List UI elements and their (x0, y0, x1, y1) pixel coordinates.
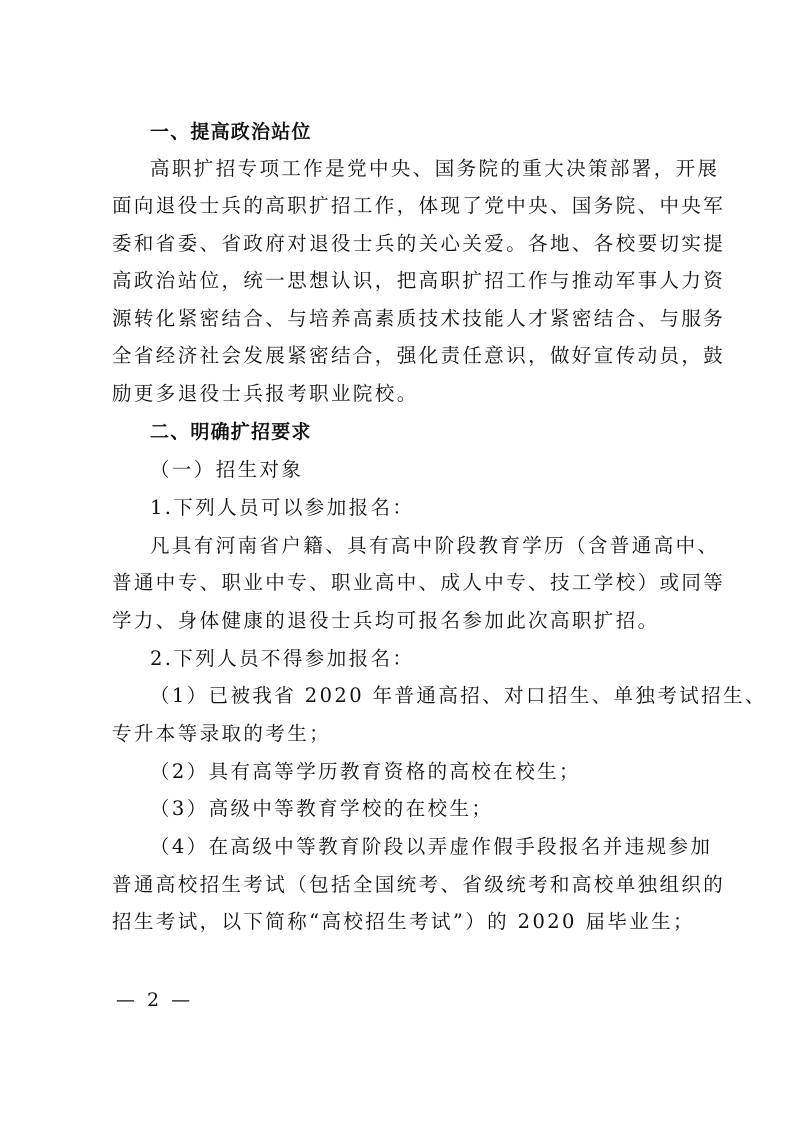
paragraph-line: 高职扩招专项工作是党中央、国务院的重大决策部署，开展 (150, 157, 720, 180)
list-item: 1.下列人员可以参加报名： (150, 496, 415, 519)
list-item: （2）具有高等学历教育资格的高校在校生； (150, 760, 581, 783)
paragraph-line: 委和省委、省政府对退役士兵的关心关爱。各地、各校要切实提 (112, 232, 726, 255)
subsection-heading: （一）招生对象 (150, 458, 304, 481)
paragraph-line: 励更多退役士兵报考职业院校。 (112, 382, 419, 405)
paragraph-line: 源转化紧密结合、与培养高素质技术技能人才紧密结合、与服务 (112, 307, 726, 330)
paragraph-line: 学力、身体健康的退役士兵均可报名参加此次高职扩招。 (112, 609, 660, 632)
list-item: （4）在高级中等教育阶段以弄虚作假手段报名并违规参加 (150, 835, 713, 858)
list-item: 2.下列人员不得参加报名： (150, 647, 415, 670)
paragraph-line: 普通高校招生考试（包括全国统考、省级统考和高校单独组织的 (112, 873, 726, 896)
paragraph-line: 招生考试，以下简称“高校招生考试”）的 2020 届毕业生； (112, 910, 695, 933)
page-number: — 2 — (116, 989, 194, 1011)
list-item: （3）高级中等教育学校的在校生； (150, 797, 494, 820)
paragraph-line: 普通中专、职业中专、职业高中、成人中专、技工学校）或同等 (112, 571, 726, 594)
paragraph-line: 专升本等录取的考生； (112, 722, 332, 745)
list-item: （1）已被我省 2020 年普通高招、对口招生、单独考试招生、 (150, 684, 767, 707)
section-heading-1: 一、提高政治站位 (150, 121, 312, 143)
paragraph-line: 面向退役士兵的高职扩招工作，体现了党中央、国务院、中央军 (112, 194, 726, 217)
paragraph-line: 全省经济社会发展紧密结合，强化责任意识，做好宣传动员，鼓 (112, 344, 726, 367)
section-heading-2: 二、明确扩招要求 (150, 421, 312, 443)
paragraph-line: 高政治站位，统一思想认识，把高职扩招工作与推动军事人力资 (112, 269, 726, 292)
paragraph-line: 凡具有河南省户籍、具有高中阶段教育学历（含普通高中、 (150, 534, 720, 557)
